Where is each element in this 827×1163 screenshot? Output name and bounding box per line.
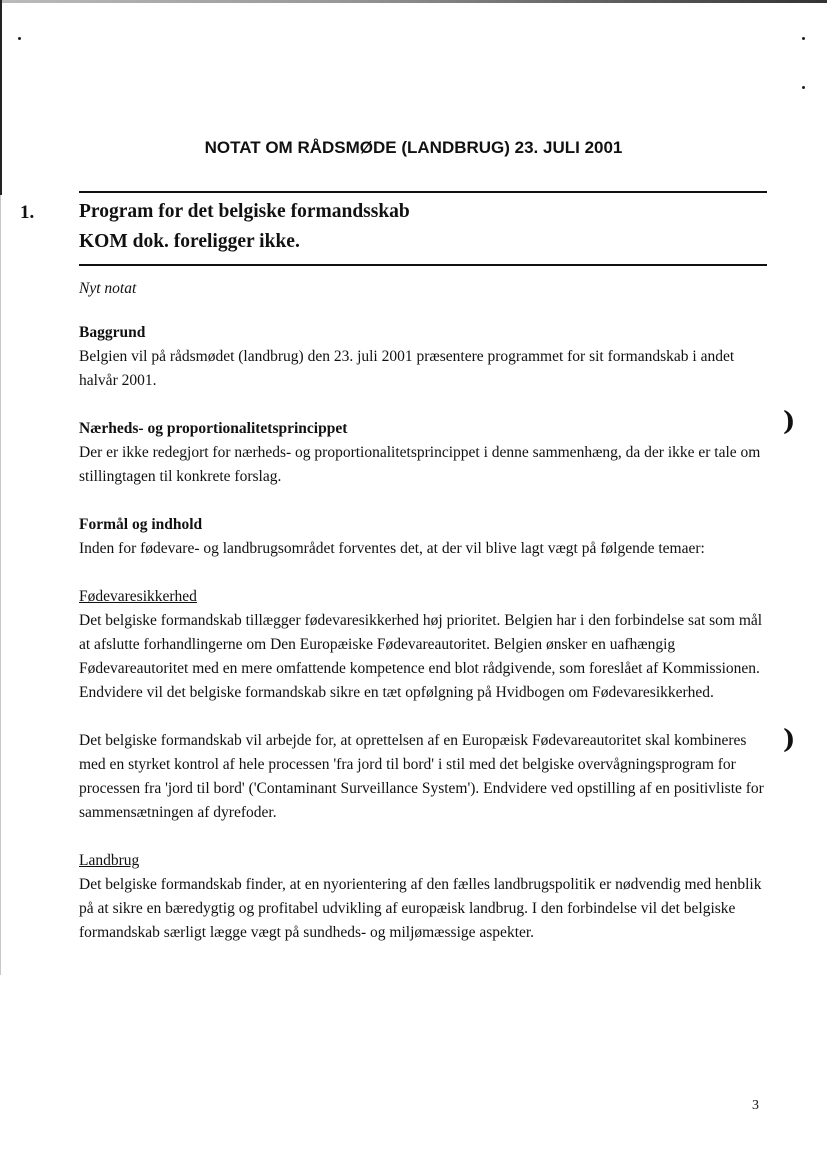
food-safety-section [79,585,769,705]
scan-speck [802,37,805,40]
background-heading: Baggrund [79,324,146,341]
section-subtitle: KOM dok. foreligger ikke. [79,231,300,252]
document-title: NOTAT OM RÅDSMØDE (LANDBRUG) 23. JULI 2001 [204,138,623,157]
binder-hole-mark-icon: ) [783,725,796,755]
purpose-section [79,513,769,561]
agriculture-section [79,849,769,945]
food-safety-heading: Fødevaresikkerhed [79,588,197,605]
scan-left-edge [0,0,2,195]
agriculture-text: Det belgiske formandskab finder, at en nyorientering af den fælles landbrugspolitik er nødvendig med henblik på at sikre en bæredygtig og profitabel udvikling af europæisk landbrug. I den forbindelse vil det belgiske formandskab særligt lægge vægt på sundheds- og miljømæssige aspekter. [79,876,762,941]
subsidiarity-heading: Nærheds- og proportionalitetsprincippet [79,420,348,437]
section-bottom-rule [79,264,767,266]
section-top-rule [79,191,767,193]
section-number: 1. [20,202,35,223]
subsidiarity-text: Der er ikke redegjort for nærheds- og proportionalitetsprincippet i denne sammenhæng, da der ikke er tale om stillingtagen til konkrete forslag. [79,444,761,485]
binder-hole-mark-icon: ) [783,407,796,437]
background-text: Belgien vil på rådsmødet (landbrug) den 23. juli 2001 præsentere programmet for sit formandskab i andet halvår 2001. [79,348,735,389]
subsidiarity-section [79,417,769,489]
food-safety-continued [79,729,769,825]
scan-left-faint-line [0,195,1,975]
food-safety-paragraph-2: Det belgiske formandskab vil arbejde for, at oprettelsen af en Europæisk Fødevareautoritet skal kombineres med en styrket kontrol af hele processen 'fra jord til bord' i stil med det belgiske overvågningsprogram for processen fra 'jord til bord' ('Contaminant Surveillance System'). Endvidere ved opstilling af en positivliste for sammensætningen af dyrefoder. [79,732,764,821]
scan-top-edge [0,0,827,3]
scan-speck [18,37,21,40]
background-section [79,321,769,393]
section-title: Program for det belgiske formandsskab [79,201,410,222]
agriculture-heading: Landbrug [79,852,140,869]
purpose-text: Inden for fødevare- og landbrugsområdet forventes det, at der vil blive lagt vægt på følgende temaer: [79,540,705,557]
scan-speck [802,86,805,89]
purpose-heading: Formål og indhold [79,516,203,533]
page-number: 3 [752,1098,759,1113]
document-body [79,277,769,969]
food-safety-paragraph-1: Det belgiske formandskab tillægger fødevaresikkerhed høj prioritet. Belgien har i den forbindelse sat som mål at afslutte forhandlingerne om Den Europæiske Fødevareautoritet. Belgien ønsker en uafhængig Fødevareautoritet med en mere omfattende kompetence end blot rådgivende, som foreslået af Kommissionen. Endvidere vil det belgiske formandskab sikre en tæt opfølgning på Hvidbogen om Fødevaresikkerhed. [79,612,763,701]
note-label: Nyt notat [79,280,137,297]
